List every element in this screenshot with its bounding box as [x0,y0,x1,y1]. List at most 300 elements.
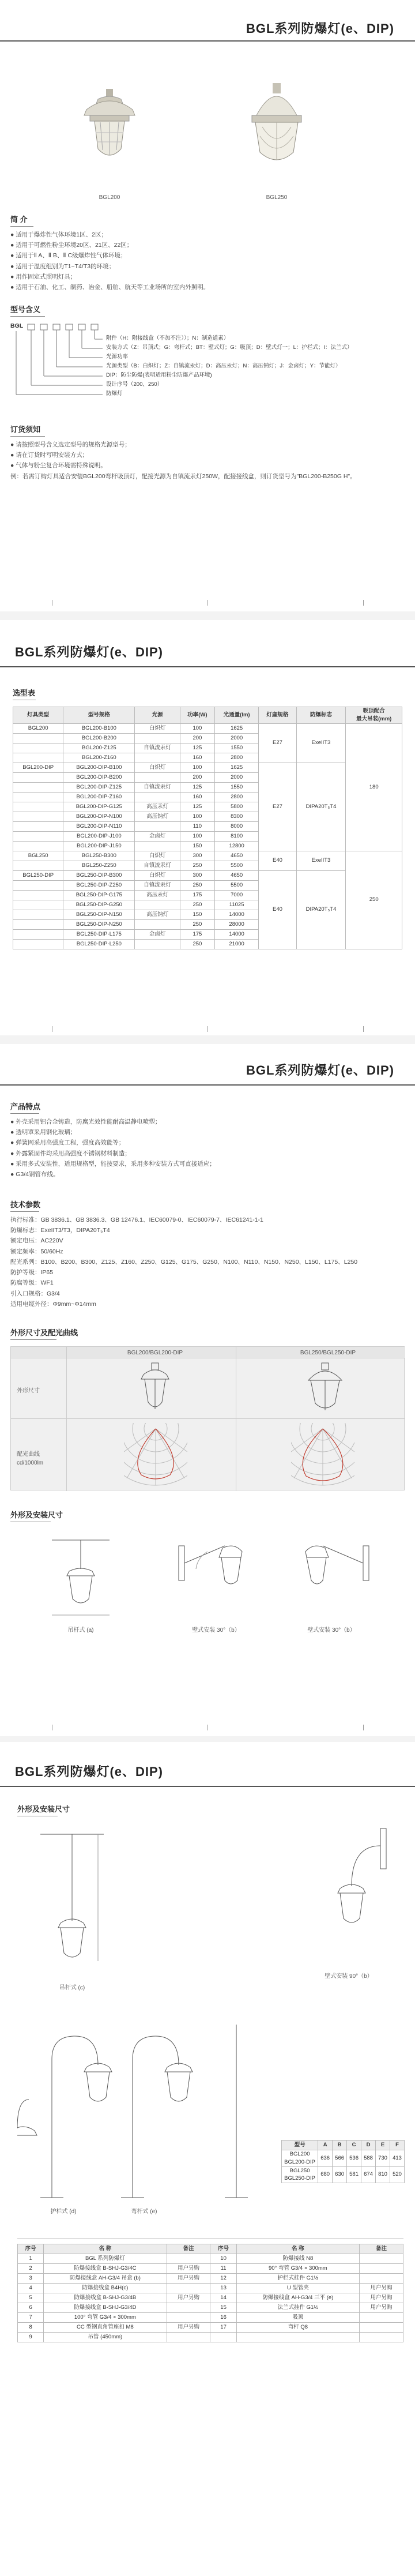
curves-rule [10,1339,56,1340]
mount-drawing-rail-and-bent [17,2013,271,2203]
table-header: 功率(W) [180,707,214,724]
model-line: 附件（H：附接线盒（不加不注））；N：制造道素） [106,335,229,341]
table-header: 名 称 [44,2244,167,2254]
table-cell: 高压汞灯 [135,890,180,900]
table-cell: 2800 [214,753,258,763]
spec-heading: 选型表 [13,689,36,697]
curves-col-header: BGL250/BGL250-DIP [300,1350,356,1356]
table-cell-marking: DIPA20T₅T4 [296,763,346,851]
table-cell [359,2274,403,2284]
table-cell: 630 [333,2166,347,2183]
table-cell: 110 [180,821,214,831]
model-prefix: BGL [10,322,24,329]
table-header: 光通量(lm) [214,707,258,724]
title-divider [0,1084,415,1086]
table-cell [13,821,63,831]
sheet-selection [0,620,415,1035]
table-cell: 810 [376,2166,390,2183]
bgl250-light-distribution-curve [291,1423,354,1486]
table-cell: BGL200-DIP-N100 [63,812,135,821]
table-cell: 自镇流汞灯 [135,782,180,792]
table-header: E [376,2141,390,2150]
table-cell: BGL250-DIP-G250 [63,900,135,910]
crop-mark [207,1725,208,1730]
table-cell: BGL200-DIP-B200 [63,772,135,782]
table-header: 型号规格 [63,707,135,724]
table-cell: BGL200-Z160 [63,753,135,763]
tech-item: 适用电缆外径：Φ9mm~Φ14mm [10,1300,96,1308]
table-cell: 高压钠灯 [135,910,180,919]
selection-table [13,707,402,949]
table-row [18,2254,403,2264]
bgl200-light-distribution-curve [124,1423,187,1486]
table-cell: BGL250-DIP-L175 [63,929,135,939]
table-cell: 160 [180,753,214,763]
table-cell: 防爆接线盒 B4H(c) [44,2284,167,2293]
table-cell: 防爆接线盒 B-SHJ-G3/4C [44,2264,167,2274]
tech-item: 引入口规格：G3/4 [10,1290,60,1297]
table-row [13,723,402,733]
mount-caption: 护栏式 (d) [50,2209,77,2215]
selection-table-body [13,723,402,949]
table-cell: 1550 [214,743,258,753]
table-cell: 125 [180,743,214,753]
table-header: 灯座规格 [259,707,296,724]
table-cell: BGL200 [13,723,63,733]
table-cell: 636 [318,2150,333,2167]
table-cell [359,2333,403,2342]
parts-table-body [18,2254,403,2342]
model-line: 设计序号（200、250） [106,381,163,388]
crop-mark [207,1026,208,1032]
feature-item: ● 弹簧网采用高强度工程，强度高效能等； [10,1139,125,1147]
table-cell [13,880,63,890]
table-header: 光源 [135,707,180,724]
table-cell: 4 [18,2284,44,2293]
table-cell: 1625 [214,723,258,733]
tech-item: 额定频率：50/60Hz [10,1248,63,1255]
table-cell: 自镇流汞灯 [135,880,180,890]
table-row [282,2166,405,2183]
order-item: ● 请在订货时写明安装方式； [10,452,89,459]
table-cell: 2000 [214,772,258,782]
table-cell: 14 [210,2293,236,2303]
table-cell: 5500 [214,861,258,870]
table-cell: 9 [18,2333,44,2342]
table-cell: 1550 [214,782,258,792]
table-cell: 用户另购 [167,2264,210,2274]
table-cell: 7 [18,2313,44,2323]
table-cell: 566 [333,2150,347,2167]
feature-item: ● G3/4钢管布线。 [10,1171,59,1178]
table-header: 备注 [359,2244,403,2254]
curves-col-header: BGL200/BGL200-DIP [127,1350,183,1356]
bgl200-outline-drawing [126,1362,184,1417]
table-cell: 用户另购 [167,2323,210,2333]
mount-caption: 吊杆式 (c) [59,1985,85,1991]
curves-row-label: 配光曲线 cd/1000lm [17,1451,44,1466]
table-cell: 250 [180,861,214,870]
model-line: 光源类型（B：白炽灯；Z：自镇流汞灯；D：高压汞灯；N：高压钠灯；J：金卤灯；Y：节能灯） [106,363,341,369]
table-cell: 21000 [214,939,258,949]
tech-item: 执行标准：GB 3836.1、GB 3836.3、GB 12476.1、IEC60079-0、IEC60079-7、IEC61241-1-1 [10,1216,263,1223]
table-cell: 白炽灯 [135,851,180,861]
table-cell-max-mount: 180 [346,723,402,851]
tech-item: 配光系列：B100、B200、B300、Z125、Z160、Z250、G125、G175、G250、N100、N110、N150、N250、L150、L175、L250 [10,1258,358,1266]
table-cell: 用户另购 [167,2274,210,2284]
lamp-bgl200-image [75,87,144,173]
dimension-table-body [282,2150,405,2183]
table-cell-socket: E27 [259,763,296,851]
model-line: DIP：防尘防爆(表明适用粉尘防爆产品环境) [106,372,212,378]
title-divider [0,40,415,42]
table-cell: 防爆接线盒 B-SHJ-G3/4D [44,2303,167,2313]
table-row [18,2293,403,2303]
table-cell [13,910,63,919]
bgl250-outline-drawing [293,1362,357,1417]
table-cell [13,743,63,753]
table-cell [13,929,63,939]
table-cell: BGL200-DIP-B100 [63,763,135,772]
table-cell: 2000 [214,733,258,743]
table-cell: 28000 [214,919,258,929]
table-cell [167,2303,210,2313]
table-cell [13,772,63,782]
intro-item: ● 适用于可燃性粉尘环境20区、21区、22区； [10,242,133,249]
table-cell [13,831,63,841]
table-cell: BGL200-DIP-Z125 [63,782,135,792]
table-row [282,2150,405,2167]
table-header-row [282,2141,405,2150]
table-cell [135,900,180,910]
intro-item: ● 用作固定式照明灯具； [10,273,77,280]
table-cell-marking: ExeIIT3 [296,723,346,763]
table-cell [359,2323,403,2333]
table-cell: BGL250-DIP [13,870,63,880]
table-cell: 125 [180,802,214,812]
curves-table [10,1346,405,1490]
table-header: A [318,2141,333,2150]
table-cell: BGL200-DIP [13,763,63,772]
table-row [18,2313,403,2323]
mount-caption: 弯杆式 (e) [131,2209,157,2215]
table-cell: BGL250-B300 [63,851,135,861]
table-cell: BGL250-DIP-N150 [63,910,135,919]
lamp-bgl250-image [233,81,320,179]
feature-item: ● 透明罩采用钢化玻璃； [10,1129,77,1136]
table-cell: BGL200-DIP-G125 [63,802,135,812]
table-cell: 100 [180,723,214,733]
table-cell: 白炽灯 [135,870,180,880]
table-cell: BGL200-Z125 [63,743,135,753]
tech-list [10,1216,402,1310]
table-cell: 12800 [214,841,258,851]
table-cell: 金卤灯 [135,929,180,939]
table-cell: 4650 [214,870,258,880]
table-cell: 250 [180,939,214,949]
table-cell-socket: E40 [259,851,296,870]
table-cell: 8300 [214,812,258,821]
table-cell: 100 [180,812,214,821]
lamp-bgl250-caption: BGL250 [266,194,288,201]
table-cell [135,753,180,763]
table-row [13,851,402,861]
table-cell-max-mount: 250 [346,851,402,949]
table-cell [135,821,180,831]
table-cell: BGL250-Z250 [63,861,135,870]
table-cell: 防爆接线盒 B-SHJ-G3/4B [44,2293,167,2303]
table-cell: 8000 [214,821,258,831]
tech-heading: 技术参数 [10,1200,41,1209]
table-cell: 250 [180,880,214,890]
table-cell [167,2254,210,2264]
mount-caption: 壁式安装 30°（b） [307,1627,356,1634]
table-cell: 高压钠灯 [135,812,180,821]
table-cell: 680 [318,2166,333,2183]
table-cell: 2800 [214,792,258,802]
table-row [13,870,402,880]
feature-item: ● 外露紧固件均采用高强度不锈钢材料制造； [10,1150,131,1157]
table-header: 防爆标志 [296,707,346,724]
table-cell: 17 [210,2323,236,2333]
table-cell: BGL200-DIP-N110 [63,821,135,831]
model-line: 安装方式（Z：吊顶式；G：弯杆式；BT：壁式灯；G：吸顶；D：壁式灯一；L：护栏式；I：法兰式） [106,344,353,351]
table-cell-socket: E27 [259,723,296,763]
table-cell: 防爆接线盒 AH-G3/4 吊盒 (b) [44,2274,167,2284]
table-cell [13,792,63,802]
table-cell [135,772,180,782]
feature-item: ● 采用多式安装性，适用规格型，能按要求，采用多种安装方式可直接适应； [10,1160,216,1167]
table-cell [359,2313,403,2323]
table-header: D [361,2141,376,2150]
model-code-diagram [10,321,402,407]
table-row [13,763,402,772]
table-cell: U 型管夹 [236,2284,359,2293]
table-cell: 581 [347,2166,361,2183]
table-cell [13,812,63,821]
lamp-bgl200-caption: BGL200 [99,194,120,201]
title-divider [0,1786,415,1787]
order-heading: 订货须知 [10,425,41,434]
table-cell: 536 [347,2150,361,2167]
features-heading: 产品特点 [10,1102,41,1111]
table-cell: 520 [390,2166,405,2183]
table-cell: 200 [180,772,214,782]
series-title: BGL系列防爆灯(e、DIP) [15,645,164,659]
table-cell: 1625 [214,763,258,772]
order-rule [10,436,45,437]
table-cell [135,792,180,802]
table-cell: 14000 [214,929,258,939]
table-cell: 法兰式挂件 G1½ [236,2303,359,2313]
table-header: C [347,2141,361,2150]
dimension-table [281,2140,405,2183]
table-cell [13,890,63,900]
table-header: B [333,2141,347,2150]
table-cell: 13 [210,2284,236,2293]
table-cell: 300 [180,870,214,880]
table-cell [13,782,63,792]
title-divider [0,666,415,667]
tech-rule [10,1211,39,1212]
table-row [18,2274,403,2284]
table-header: 名 称 [236,2244,359,2254]
mount-heading: 外形及安装尺寸 [10,1511,63,1519]
order-item: ● 请按照型号含义选定型号的规格光源型号； [10,441,131,448]
table-header: 序号 [18,2244,44,2254]
model-line: 光源功率 [106,354,129,360]
table-cell: 自镇流汞灯 [135,861,180,870]
table-cell: 用户另购 [167,2293,210,2303]
table-cell [167,2284,210,2293]
table-cell: 175 [180,890,214,900]
features-rule [10,1113,39,1114]
table-cell [13,733,63,743]
table-cell: 100° 弯管 G3/4 × 300mm [44,2313,167,2323]
order-example: 例：若需订购灯具适合安装BGL200弯杆吸顶灯，配接光源为自镇流汞灯250W，配接接线盒，则订货型号为"BGL200-B250G H"。 [10,472,356,480]
table-cell [13,753,63,763]
order-item: ● 气体与粉尘复合环境需特殊说明。 [10,462,107,470]
mount-drawing-wall-90 [305,1823,392,1967]
table-cell: 125 [180,782,214,792]
crop-mark [207,600,208,606]
table-cell: 自镇流汞灯 [135,743,180,753]
table-cell [135,939,180,949]
table-cell: 11 [210,2264,236,2274]
table-cell: 3 [18,2274,44,2284]
table-row [18,2333,403,2342]
table-cell-socket: E40 [259,870,296,949]
table-cell: 100 [180,763,214,772]
table-cell: 用户另购 [359,2284,403,2293]
table-header-row [18,2244,403,2254]
table-cell: 14000 [214,910,258,919]
table-cell: 300 [180,851,214,861]
intro-item: ● 适用于Ⅱ A、Ⅱ B、Ⅱ C级爆炸性气体环境； [10,252,127,260]
model-heading: 型号含义 [10,305,41,314]
parts-table [17,2244,403,2342]
table-cell: BGL 系列防爆灯 [44,2254,167,2264]
table-header-row [13,707,402,724]
table-cell: 175 [180,929,214,939]
table-row [18,2303,403,2313]
table-cell: BGL250-DIP-B300 [63,870,135,880]
mount-caption: 吊杆式 (a) [67,1627,94,1634]
series-title: BGL系列防爆灯(e、DIP) [15,1764,164,1779]
table-cell: 10 [210,2254,236,2264]
sheet-installation [0,1742,415,2576]
table-cell: 5 [18,2293,44,2303]
table-cell: 413 [390,2150,405,2167]
table-cell: BGL200 BGL200-DIP [282,2150,318,2167]
curves-row-label: 外形尺寸 [17,1388,40,1394]
table-cell: 12 [210,2274,236,2284]
table-cell: 250 [180,900,214,910]
crop-mark [363,1026,364,1032]
table-cell: 金卤灯 [135,831,180,841]
features-list [10,1118,402,1181]
table-cell: 8 [18,2323,44,2333]
table-header: 序号 [210,2244,236,2254]
table-cell [167,2333,210,2342]
mount-drawing-wall-30 [173,1534,259,1621]
table-cell [13,861,63,870]
table-cell: BGL200-DIP-J100 [63,831,135,841]
section-rule [17,2238,403,2239]
intro-item: ● 适用于温度组别为T1~T4/T3的环境； [10,262,115,270]
table-cell: 5500 [214,880,258,890]
table-cell: 730 [376,2150,390,2167]
mount2-heading: 外形及安装尺寸 [17,1805,70,1813]
model-rule [10,316,45,317]
table-header: 型号 [282,2141,318,2150]
table-header: F [390,2141,405,2150]
feature-item: ● 外壳采用铝合金铸造，防腐光效性能耐高温静电喷塑； [10,1118,161,1125]
crop-mark [363,1725,364,1730]
table-cell: 16 [210,2313,236,2323]
tech-item: 防爆标志：ExeIIT3/T3，DIPA20T₅T4 [10,1227,110,1234]
table-row [18,2264,403,2274]
intro-item: ● 适用于爆炸性气体环境1区、2区； [10,231,107,238]
table-cell: BGL200-B200 [63,733,135,743]
tech-item: 额定电压：AC220V [10,1237,63,1245]
table-cell: BGL200-B100 [63,723,135,733]
table-cell [135,733,180,743]
table-cell: 防爆接线盒 AH-G3/4 三平 (e) [236,2293,359,2303]
table-cell: 674 [361,2166,376,2183]
intro-item: ● 适用于石油、化工、制药、冶金、船舶、航天等工业场所的室内外照明。 [10,284,210,291]
table-cell: 用户另购 [359,2293,403,2303]
table-cell: 160 [180,792,214,802]
table-cell: 用户另购 [359,2303,403,2313]
table-cell: 15 [210,2303,236,2313]
table-cell [13,919,63,929]
table-cell: BGL250-DIP-G175 [63,890,135,900]
table-cell [13,841,63,851]
mount-drawing-wall-30-b [288,1534,375,1621]
table-cell: 250 [180,919,214,929]
table-cell: BGL200-DIP-J150 [63,841,135,851]
table-cell: 白炽灯 [135,723,180,733]
table-cell [236,2333,359,2342]
table-cell: 高压汞灯 [135,802,180,812]
table-cell: 8100 [214,831,258,841]
mount-caption: 壁式安装 30°（b） [192,1627,240,1634]
tech-item: 防腐等级：WF1 [10,1279,54,1287]
table-cell: 7000 [214,890,258,900]
table-cell [13,939,63,949]
order-list [10,441,402,483]
col-divider [66,1347,67,1491]
table-header: 备注 [167,2244,210,2254]
table-row [18,2323,403,2333]
table-cell: 4650 [214,851,258,861]
table-cell: 150 [180,841,214,851]
row-divider [11,1418,405,1419]
table-cell [135,841,180,851]
mount-caption: 壁式安装 90°（b） [325,1973,373,1980]
table-cell-marking: ExeIIT3 [296,851,346,870]
table-cell: 5800 [214,802,258,812]
table-cell: 588 [361,2150,376,2167]
table-cell: BGL250-DIP-N250 [63,919,135,929]
table-cell: 吸顶 [236,2313,359,2323]
intro-list [10,231,333,294]
sheet-overview [0,0,415,611]
table-cell: 白炽灯 [135,763,180,772]
table-cell [13,900,63,910]
table-cell: 100 [180,831,214,841]
